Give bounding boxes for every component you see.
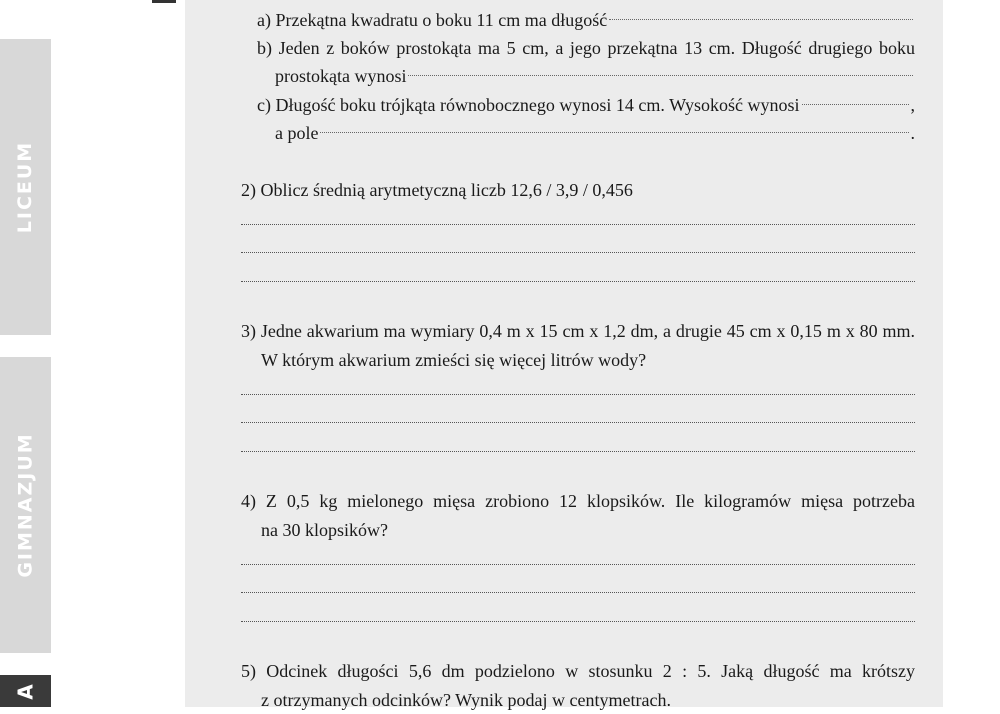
answer-line[interactable] [241, 224, 915, 225]
side-tab-liceum [0, 39, 51, 335]
task5-question-line2: z otrzymanych odcinków? Wynik podaj w centymetrach. [261, 690, 671, 710]
side-tab-gimnazjum-label: GIMNAZJUM [14, 432, 37, 578]
task1-c-line1: c) Długość boku trójkąta równobocznego wynosi 14 cm. Wysokość wynosi , [257, 95, 915, 115]
task1-c-line2: a pole . [275, 123, 915, 143]
page-marker [152, 0, 176, 3]
side-tab-bottom-label: A [13, 682, 38, 700]
task2-question: 2) Oblicz średnią arytmetyczną liczb 12,6 / 3,9 / 0,456 [241, 180, 633, 200]
answer-line[interactable] [241, 592, 915, 593]
task4-question-line2: na 30 klopsików? [261, 520, 388, 540]
answer-line[interactable] [241, 564, 915, 565]
task1-b-line1: b) Jeden z boków prostokąta ma 5 cm, a jego przekątna 13 cm. Długość drugiego boku [257, 38, 915, 58]
task1-b-line2: prostokąta wynosi [275, 62, 915, 90]
side-tab-gimnazjum [0, 357, 51, 653]
answer-line[interactable] [241, 451, 915, 452]
answer-line[interactable] [241, 422, 915, 423]
answer-line[interactable] [408, 75, 913, 76]
task3-question-line1: 3) Jedne akwarium ma wymiary 0,4 m x 15 cm x 1,2 dm, a drugie 45 cm x 0,15 m x 80 mm. [241, 321, 915, 341]
answer-line[interactable] [241, 281, 915, 282]
side-tab-bottom [0, 675, 51, 707]
task1-a: a) Przekątna kwadratu o boku 11 cm ma długość [257, 6, 915, 34]
answer-line[interactable] [241, 394, 915, 395]
answer-line[interactable] [241, 621, 915, 622]
task3-question-line2: W którym akwarium zmieści się więcej litrów wody? [261, 350, 647, 370]
answer-line[interactable] [802, 104, 909, 105]
task5-question-line1: 5) Odcinek długości 5,6 dm podzielono w stosunku 2 : 5. Jaką długość ma krótszy [241, 661, 915, 681]
side-tab-liceum-label: LICEUM [14, 140, 37, 234]
answer-line[interactable] [320, 132, 908, 133]
task4-question-line1: 4) Z 0,5 kg mielonego mięsa zrobiono 12 klopsików. Ile kilogramów mięsa potrzeba [241, 491, 915, 511]
answer-line[interactable] [241, 252, 915, 253]
answer-line[interactable] [609, 19, 913, 20]
